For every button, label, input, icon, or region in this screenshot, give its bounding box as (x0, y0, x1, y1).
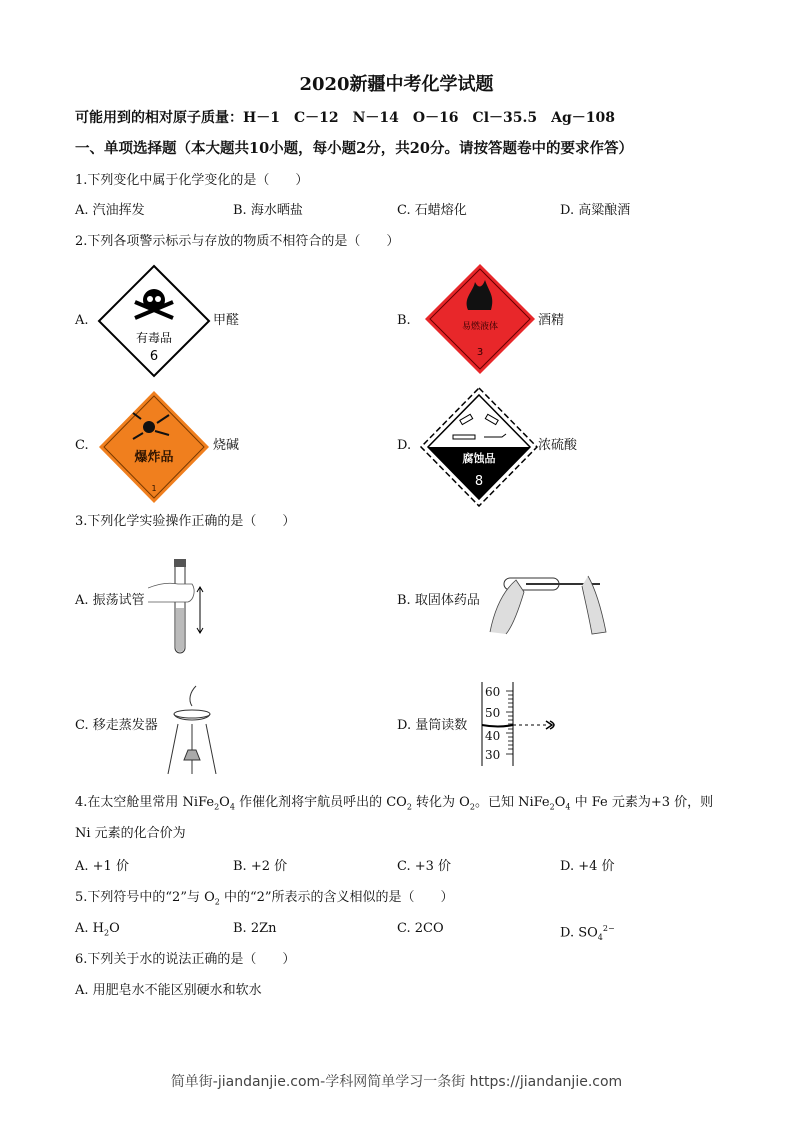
toxic-sign-text: 有毒品 (135, 331, 173, 345)
q5-d-sub: 4 (597, 932, 603, 942)
question-4-stem-line1 (75, 795, 713, 816)
q6-option-a: A. 用肥皂水不能区别硬水和软水 (75, 983, 262, 998)
q5-d-text: D. SO (560, 925, 598, 941)
q4-sub: 2 (214, 802, 220, 812)
question-2-stem: 2.下列各项警示标示与存放的物质不相符合的是（ ） (75, 234, 400, 249)
cylinder-tick-50: 50 (485, 706, 501, 720)
q5-option-c: C. 2CO (397, 921, 444, 936)
cylinder-tick-30: 30 (485, 748, 501, 762)
q5-d-sup: 2− (602, 924, 615, 933)
corrosive-sign-text: 腐蚀品 (462, 452, 496, 465)
q5-text: 中的“2”所表示的含义相似的是（ ） (219, 890, 454, 905)
page-footer: 简单街-jiandanjie.com-学科网简单学习一条街 https://jiandanjie.com (170, 1074, 623, 1090)
flammable-liquid-sign-icon (423, 262, 537, 376)
q4-text: O (219, 795, 230, 810)
cylinder-tick-60: 60 (485, 685, 501, 699)
q2-option-a-letter: A. (75, 313, 89, 328)
toxic-sign-icon (97, 264, 211, 378)
q4-text: 。已知 NiFe (474, 795, 550, 810)
q5-option-b: B. 2Zn (233, 921, 277, 936)
q5-option-a (75, 921, 120, 942)
section-heading: 一、单项选择题（本大题共10小题，每小题2分，共20分。请按答题卷中的要求作答） (75, 140, 633, 157)
corrosive-sign-number: 8 (474, 474, 484, 489)
q5-option-d (560, 921, 615, 946)
q4-option-b: B. +2 价 (233, 859, 288, 874)
evaporating-dish-tripod-icon (166, 684, 222, 774)
q4-text: O (554, 795, 566, 810)
q3-option-a: A. 振荡试管 (75, 593, 145, 608)
explosive-sign-number: 1 (151, 484, 157, 493)
page-title: 2020新疆中考化学试题 (299, 74, 494, 95)
question-4-stem-line2: Ni 元素的化合价为 (75, 826, 186, 841)
q2-option-c-letter: C. (75, 438, 89, 453)
q4-sub: 4 (565, 802, 571, 812)
q4-text: 中 Fe 元素为+3 价，则 (570, 795, 714, 810)
shaking-test-tube-icon (148, 558, 214, 656)
cylinder-tick-40: 40 (485, 729, 501, 743)
q5-a-text: O (109, 921, 120, 936)
q5-a-text: A. H (75, 921, 104, 936)
q4-text: 转化为 O (411, 795, 470, 810)
q3-option-c: C. 移走蒸发器 (75, 718, 158, 733)
q3-option-d: D. 量筒读数 (397, 718, 468, 733)
flammable-sign-number: 3 (476, 347, 484, 358)
q1-option-d: D. 高粱酿酒 (560, 203, 631, 218)
q4-option-c: C. +3 价 (397, 859, 452, 874)
q2-option-a-substance: 甲醛 (213, 313, 240, 328)
q4-text: 作催化剂将宇航员呼出的 CO (234, 795, 407, 810)
q2-option-b-letter: B. (397, 313, 411, 328)
q4-sub: 4 (229, 802, 235, 812)
toxic-sign-number: 6 (149, 349, 159, 364)
question-1-stem: 1.下列变化中属于化学变化的是（ ） (75, 173, 309, 188)
q5-a-sub: 2 (104, 928, 110, 938)
q2-option-c-substance: 烧碱 (213, 438, 240, 453)
q2-option-b-substance: 酒精 (538, 313, 565, 328)
q4-option-d: D. +4 价 (560, 859, 615, 874)
question-6-stem: 6.下列关于水的说法正确的是（ ） (75, 952, 296, 967)
q1-option-b: B. 海水晒盐 (233, 203, 303, 218)
corrosive-sign-icon (420, 387, 538, 507)
q4-text: 4.在太空舱里常用 NiFe (75, 795, 215, 810)
q2-option-d-letter: D. (397, 438, 412, 453)
q5-sub: 2 (214, 897, 220, 907)
taking-solid-reagent-icon (488, 572, 613, 636)
q3-option-b: B. 取固体药品 (397, 593, 480, 608)
q2-option-d-substance: 浓硫酸 (538, 438, 578, 453)
atomic-masses: 可能用到的相对原子质量：H－1 C－12 N－14 O－16 Cl－35.5 Ag－108 (75, 110, 615, 126)
explosive-sign-text: 爆炸品 (134, 450, 174, 465)
q4-sub: 2 (406, 802, 412, 812)
q4-sub: 2 (549, 802, 555, 812)
q4-sub: 2 (469, 802, 475, 812)
flammable-sign-text: 易燃液体 (461, 322, 499, 332)
q1-option-c: C. 石蜡熔化 (397, 203, 467, 218)
graduated-cylinder-figure (478, 680, 573, 768)
question-3-stem: 3.下列化学实验操作正确的是（ ） (75, 514, 296, 529)
q1-option-a: A. 汽油挥发 (75, 203, 145, 218)
q4-option-a: A. +1 价 (75, 859, 129, 874)
explosive-sign-icon (97, 389, 211, 505)
question-5-stem (75, 890, 454, 911)
q5-text: 5.下列符号中的“2”与 O (75, 890, 215, 905)
